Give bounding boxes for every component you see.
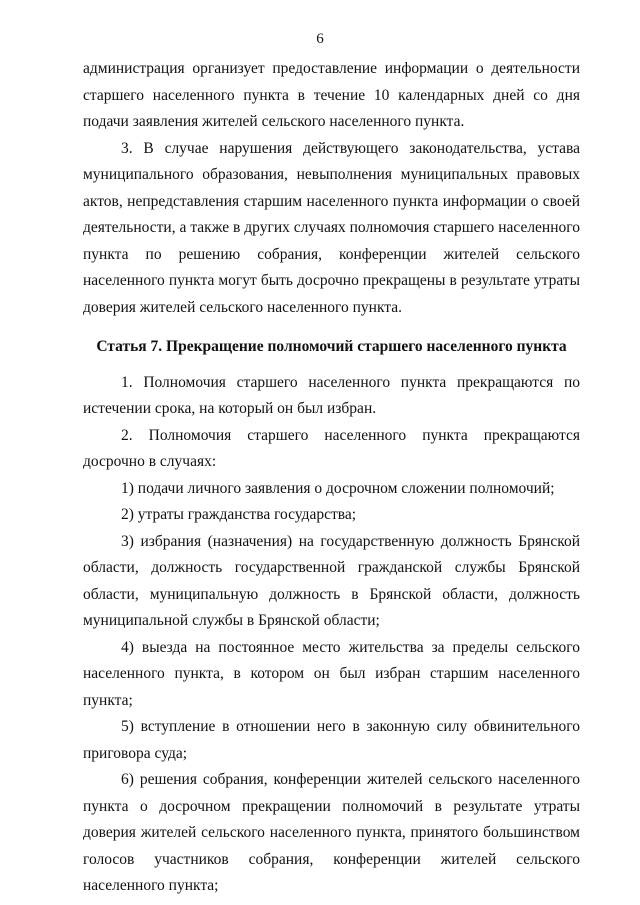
paragraph-clause-3: 3. В случае нарушения действующего законодательства, устава муниципального образования, невыполнения муниципальных правовых актов, непредставления старшим населенного пункта информации о своей деятельности, а также в других случаях полномочия старшего населенного пункта по решению собрания, конференции жителей сельского населенного пункта могут быть досрочно прекращены в результате утраты доверия жителей сельского населенного пункта. (83, 139, 580, 316)
list-item-4: 4) выезда на постоянное место жительства за пределы сельского населенного пункта, в котором он был избран старшим населенного пункта; (83, 638, 580, 709)
article-paragraph-2: 2. Полномочия старшего населенного пункта прекращаются досрочно в случаях: (83, 426, 580, 470)
article-heading: Статья 7. Прекращение полномочий старшего населенного пункта (96, 338, 567, 355)
article-paragraph-1: 1. Полномочия старшего населенного пункта прекращаются по истечении срока, на который он был избран. (83, 373, 580, 417)
list-item-5: 5) вступление в отношении него в законную силу обвинительного приговора суда; (83, 718, 580, 762)
paragraph-continuation: администрация организует предоставление информации о деятельности старшего населенного пункта в течение 10 календарных дней со дня подачи заявления жителей сельского населенного пункта. (83, 60, 580, 130)
list-item-1: 1) подачи личного заявления о досрочном сложении полномочий; (121, 479, 555, 497)
document-body (83, 56, 580, 900)
page-number: 6 (316, 31, 324, 47)
list-item-2: 2) утраты гражданства государства; (121, 506, 357, 523)
list-item-6: 6) решения собрания, конференции жителей сельского населенного пункта о досрочном прекращении полномочий в результате утраты доверия жителей сельского населенного пункта, принятого большинством голосов участников собрания, конференции жителей сельского населенного пункта; (83, 771, 580, 894)
list-item-3: 3) избрания (назначения) на государственную должность Брянской области, должность государственной гражданской службы Брянской области, муниципальную должность в Брянской области, должность муниципальной службы в Брянской области; (83, 532, 580, 629)
